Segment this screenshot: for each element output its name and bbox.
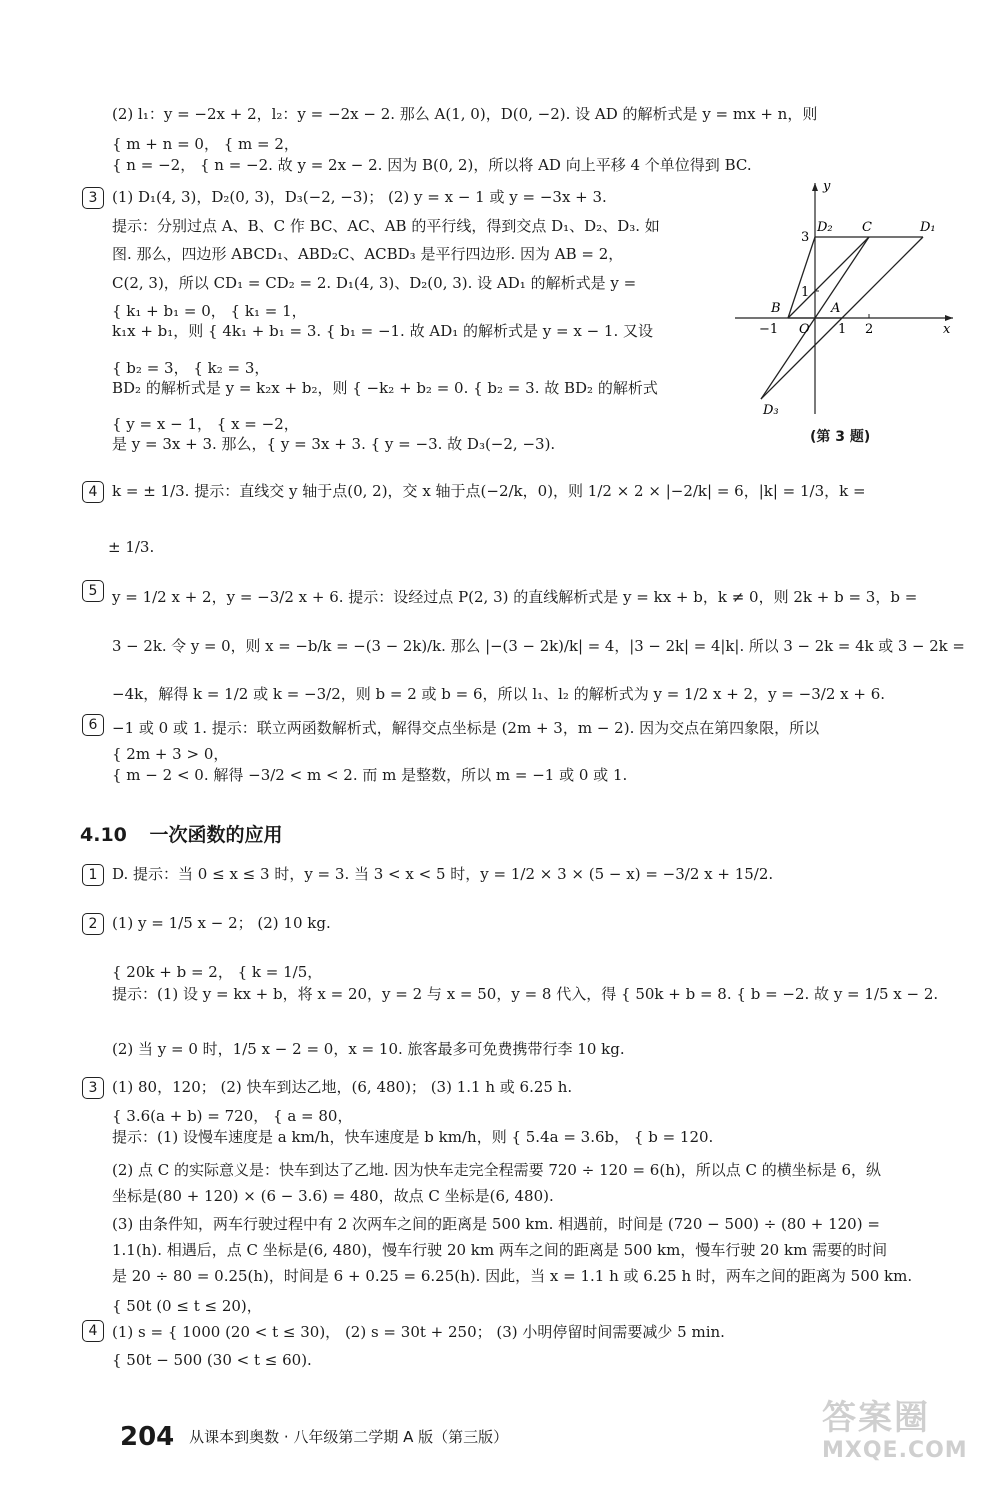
answer-line: k₁x + b₁，则 { 4k₁ + b₁ = 3. { b₁ = −1. 故 AD₁ 的解析式是 y = x − 1. 又设 (112, 322, 653, 340)
answer-line: (1) D₁(4, 3)，D₂(0, 3)，D₃(−2, −3)； (2) y = x − 1 或 y = −3x + 3. (112, 188, 607, 206)
page-number: 204 (120, 1422, 175, 1452)
answer-line: 是 20 ÷ 80 = 0.25(h)，时间是 6 + 0.25 = 6.25(h). 因此，当 x = 1.1 h 或 6.25 h 时，两车之间的距离为 500 km. (112, 1267, 913, 1285)
answer-line: 图. 那么，四边形 ABCD₁、ABD₂C、ACBD₃ 是平行四边形. 因为 AB = 2， (112, 245, 624, 263)
answer-line: (1) y = 1/5 x − 2； (2) 10 kg. (112, 914, 331, 932)
label-tick-x1: 1 (838, 322, 847, 337)
problem-number-badge: 3 (82, 187, 104, 209)
answer-line: BD₂ 的解析式是 y = k₂x + b₂，则 { −k₂ + b₂ = 0. { b₂ = 3. 故 BD₂ 的解析式 (112, 379, 658, 397)
section-title: 一次函数的应用 (149, 824, 283, 846)
label-d3: D₃ (763, 403, 779, 418)
page-footer (120, 1422, 508, 1452)
watermark-line1: 答案圈 (822, 1398, 930, 1438)
label-tick-y1: 1 (801, 285, 810, 300)
answer-line: 提示：分别过点 A、B、C 作 BC、AC、AB 的平行线，得到交点 D₁、D₂、D₃. 如 (112, 217, 660, 235)
problem-number-badge: 5 (82, 580, 104, 602)
answer-line: { k₁ + b₁ = 0， { k₁ = 1， (112, 302, 307, 320)
label-a: A (831, 301, 841, 316)
answer-line: { 50t (0 ≤ t ≤ 20)， (112, 1297, 262, 1315)
label-tick-3: 3 (801, 230, 810, 245)
answer-line: { 3.6(a + b) = 720， { a = 80， (112, 1107, 353, 1125)
answer-line: y = 1/2 x + 2，y = −3/2 x + 6. 提示：设经过点 P(2, 3) 的直线解析式是 y = kx + b，k ≠ 0，则 2k + b = 3，b = (112, 588, 918, 606)
answer-line: { 20k + b = 2， { k = 1/5， (112, 963, 323, 981)
problem-number-badge: 3 (82, 1077, 104, 1099)
answer-line: 坐标是(80 + 120) × (6 − 3.6) = 480，故点 C 坐标是(6, 480). (112, 1187, 554, 1205)
answer-line: 是 y = 3x + 3. 那么，{ y = 3x + 3. { y = −3. 故 D₃(−2, −3). (112, 435, 556, 453)
answer-line: 提示：(1) 设慢车速度是 a km/h，快车速度是 b km/h，则 { 5.4a = 3.6b， { b = 120. (112, 1128, 714, 1146)
segment-a-d1 (842, 237, 923, 318)
answer-line: (2) 当 y = 0 时，1/5 x − 2 = 0，x = 10. 旅客最多可免费携带行李 10 kg. (112, 1040, 625, 1058)
answer-line: 1.1(h). 相遇后，点 C 坐标是(6, 480)，慢车行驶 20 km 两车之间的距离是 500 km，慢车行驶 20 km 需要的时间 (112, 1241, 888, 1259)
answer-line: (2) l₁：y = −2x + 2，l₂：y = −2x − 2. 那么 A(1, 0)，D(0, −2). 设 AD 的解析式是 y = mx + n，则 (112, 105, 818, 123)
answer-line: { m − 2 < 0. 解得 −3/2 < m < 2. 而 m 是整数，所以 m = −1 或 0 或 1. (112, 766, 628, 784)
label-tick-neg1: −1 (759, 322, 779, 337)
answer-line: (3) 由条件知，两车行驶过程中有 2 次两车之间的距离是 500 km. 相遇前，时间是 (720 − 500) ÷ (80 + 120) = (112, 1215, 880, 1233)
label-d1: D₁ (920, 220, 936, 235)
answer-line: (1) 80，120； (2) 快车到达乙地，(6, 480)； (3) 1.1 h 或 6.25 h. (112, 1078, 573, 1096)
answer-line: −4k，解得 k = 1/2 或 k = −3/2，则 b = 2 或 b = 6，所以 l₁、l₂ 的解析式为 y = 1/2 x + 2，y = −3/2 x + 6. (112, 685, 885, 703)
answer-line: { 50t − 500 (30 < t ≤ 60). (112, 1351, 312, 1369)
section-heading (80, 820, 283, 847)
label-tick-x2: 2 (865, 322, 874, 337)
figure-caption: (第 3 题) (810, 429, 871, 445)
label-b: B (771, 301, 781, 316)
section-number: 4.10 (80, 824, 127, 846)
figure-problem-3 (735, 178, 960, 418)
watermark-logo (812, 1390, 987, 1470)
answer-line: (2) 点 C 的实际意义是：快车到达了乙地. 因为快车走完全程需要 720 ÷ 120 = 6(h)，所以点 C 的横坐标是 6，纵 (112, 1161, 882, 1179)
answer-line: −1 或 0 或 1. 提示：联立两函数解析式，解得交点坐标是 (2m + 3，m − 2). 因为交点在第四象限，所以 (112, 719, 820, 737)
watermark-line2: MXQE.COM (822, 1438, 968, 1463)
answer-line: { n = −2， { n = −2. 故 y = 2x − 2. 因为 B(0, 2)，所以将 AD 向上平移 4 个单位得到 BC. (112, 156, 752, 174)
answer-line: { y = x − 1， { x = −2， (112, 415, 299, 433)
label-c: C (862, 220, 872, 235)
label-o: O (799, 322, 810, 337)
segment-b-d2 (788, 237, 815, 318)
book-title: 从课本到奥数 · 八年级第二学期 A 版（第三版） (189, 1428, 509, 1446)
label-d2: D₂ (817, 220, 833, 235)
answer-line: k = ± 1/3. 提示：直线交 y 轴于点(0, 2)，交 x 轴于点(−2/k，0)，则 1/2 × 2 × |−2/k| = 6，|k| = 1/3，k = (112, 482, 866, 500)
x-axis-arrow-icon (945, 315, 953, 321)
problem-number-badge: 1 (82, 864, 104, 886)
x-axis-label: x (943, 322, 951, 337)
answer-line: ± 1/3. (108, 538, 155, 556)
problem-number-badge: 6 (82, 714, 104, 736)
segment-b-c (788, 237, 869, 318)
problem-number-badge: 4 (82, 1320, 104, 1342)
answer-line: { m + n = 0， { m = 2， (112, 135, 299, 153)
answer-line: { b₂ = 3， { k₂ = 3， (112, 359, 270, 377)
answer-line: 3 − 2k. 令 y = 0，则 x = −b/k = −(3 − 2k)/k. 那么 |−(3 − 2k)/k| = 4，|3 − 2k| = 4|k|. 所以 3 − 2k = 4k 或 3 − 2k = (112, 637, 965, 655)
y-axis-label: y (823, 179, 831, 194)
answer-line: (1) s = { 1000 (20 < t ≤ 30)， (2) s = 30t + 250； (3) 小明停留时间需要减少 5 min. (112, 1323, 725, 1341)
problem-number-badge: 2 (82, 913, 104, 935)
y-axis-arrow-icon (812, 183, 818, 191)
answer-line: D. 提示：当 0 ≤ x ≤ 3 时，y = 3. 当 3 < x < 5 时，y = 1/2 × 3 × (5 − x) = −3/2 x + 15/2. (112, 865, 774, 883)
answer-line: 提示：(1) 设 y = kx + b，将 x = 20，y = 2 与 x = 50，y = 8 代入，得 { 50k + b = 8. { b = −2. 故 y = 1/5 x − 2. (112, 985, 939, 1003)
problem-number-badge: 4 (82, 481, 104, 503)
answer-line: { 2m + 3 > 0， (112, 745, 229, 763)
answer-line: C(2, 3)，所以 CD₁ = CD₂ = 2. D₁(4, 3)、D₂(0, 3). 设 AD₁ 的解析式是 y = (112, 274, 637, 292)
